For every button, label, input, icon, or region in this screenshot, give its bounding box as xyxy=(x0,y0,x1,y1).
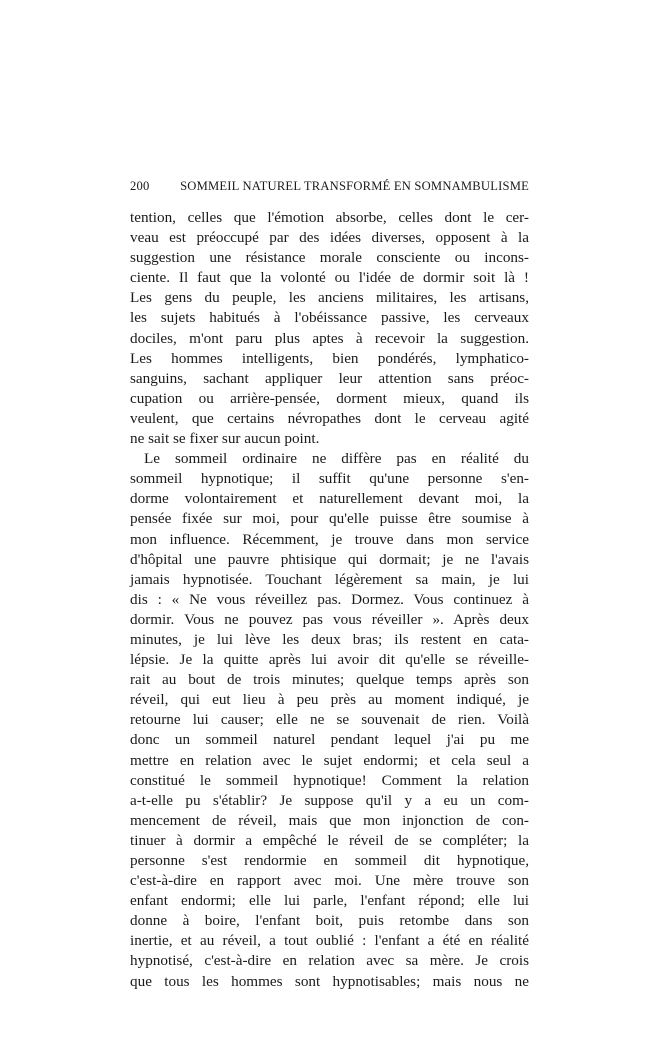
text-line: retourne lui causer; elle ne se souvenait de rien. Voilà xyxy=(130,711,529,729)
text-line: pensée fixée sur moi, pour qu'elle puisse être soumise à xyxy=(130,510,529,528)
book-page xyxy=(130,178,529,992)
text-line: jamais hypnotisée. Touchant légèrement sa main, je lui xyxy=(130,570,529,588)
text-line: lépsie. Je la quitte après lui avoir dit qu'elle se réveille- xyxy=(130,651,529,669)
text-line: sanguins, sachant appliquer leur attention sans préoc- xyxy=(130,369,529,387)
text-line: dorme volontairement et naturellement devant moi, la xyxy=(130,490,529,508)
text-line: dociles, m'ont paru plus aptes à recevoir la suggestion. xyxy=(130,329,529,347)
text-line: Le sommeil ordinaire ne diffère pas en réalité du xyxy=(144,450,529,468)
text-line: mencement de réveil, mais que mon injonction de con- xyxy=(130,811,529,829)
text-line: sommeil hypnotique; il suffit qu'une personne s'en- xyxy=(130,470,529,488)
text-line: constitué le sommeil hypnotique! Comment la relation xyxy=(130,771,529,789)
text-line: donne à boire, l'enfant boit, puis retombe dans son xyxy=(130,912,529,930)
text-line: donc un sommeil naturel pendant lequel j'ai pu me xyxy=(130,731,529,749)
text-line: Les gens du peuple, les anciens militaires, les artisans, xyxy=(130,289,529,307)
text-line: ne sait se fixer sur aucun point. xyxy=(130,430,320,448)
text-line: inertie, et au réveil, a tout oublié : l'enfant a été en réalité xyxy=(130,932,529,950)
text-line: réveil, qui eut lieu à peu près au moment indiqué, je xyxy=(130,691,529,709)
page-number: 200 xyxy=(130,179,150,193)
text-line: Les hommes intelligents, bien pondérés, lymphatico- xyxy=(130,349,529,367)
text-line: suggestion une résistance morale consciente ou incons- xyxy=(130,249,529,267)
body-text xyxy=(130,208,529,992)
text-line: dis : « Ne vous réveillez pas. Dormez. Vous continuez à xyxy=(130,590,529,608)
text-line: c'est-à-dire en rapport avec moi. Une mère trouve son xyxy=(130,872,529,890)
running-title: SOMMEIL NATUREL TRANSFORMÉ EN SOMNAMBULISME xyxy=(180,179,529,193)
running-head xyxy=(130,178,529,194)
text-line: ciente. Il faut que la volonté ou l'idée de dormir soit là ! xyxy=(130,269,529,287)
text-line: veau est préoccupé par des idées diverses, opposent à la xyxy=(130,229,529,247)
text-line: mettre en relation avec le sujet endormi; et cela seul a xyxy=(130,751,529,769)
text-line: les sujets habitués à l'obéissance passive, les cerveaux xyxy=(130,309,529,327)
text-line: que tous les hommes sont hypnotisables; mais nous ne xyxy=(130,972,529,990)
text-line: mon influence. Récemment, je trouve dans mon service xyxy=(130,530,529,548)
text-line: cupation ou arrière-pensée, dorment mieux, quand ils xyxy=(130,389,529,407)
text-line: rait au bout de trois minutes; quelque temps après son xyxy=(130,671,529,689)
text-line: personne s'est rendormie en sommeil dit hypnotique, xyxy=(130,852,529,869)
text-line: minutes, je lui lève les deux bras; ils restent en cata- xyxy=(130,630,529,648)
text-line: a-t-elle pu s'établir? Je suppose qu'il y a eu un com- xyxy=(130,791,529,809)
text-line: dormir. Vous ne pouvez pas vous réveiller ». Après deux xyxy=(130,610,529,628)
text-line: enfant endormi; elle lui parle, l'enfant répond; elle lui xyxy=(130,892,529,910)
text-line: veulent, que certains névropathes dont le cerveau agité xyxy=(130,409,529,427)
text-line: hypnotisé, c'est-à-dire en relation avec sa mère. Je crois xyxy=(130,952,529,970)
text-line: d'hôpital une pauvre phtisique qui dormait; je ne l'avais xyxy=(130,550,529,568)
text-line: tention, celles que l'émotion absorbe, celles dont le cer- xyxy=(130,209,529,226)
text-line: tinuer à dormir a empêché le réveil de se compléter; la xyxy=(130,831,529,849)
